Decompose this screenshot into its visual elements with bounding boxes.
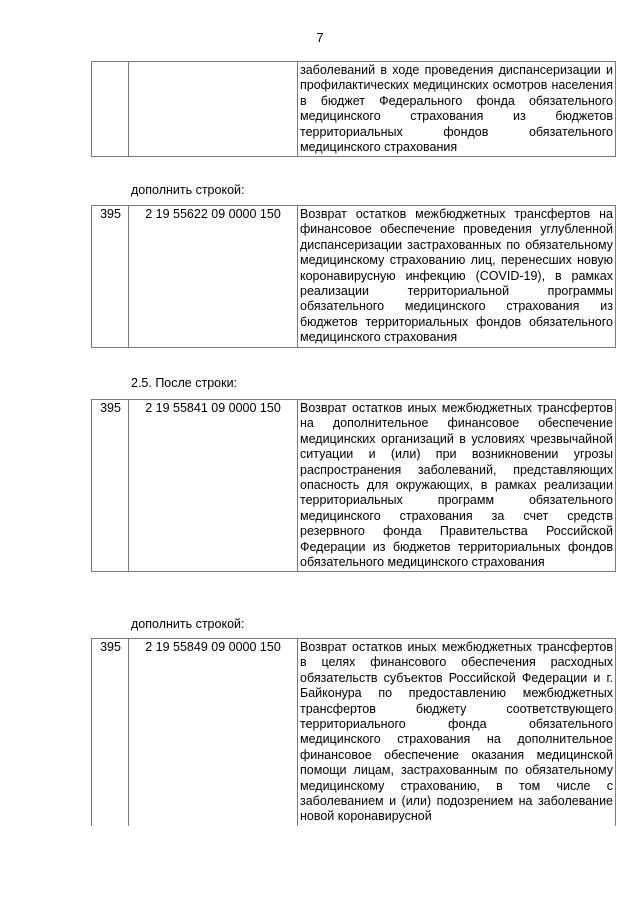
- kbk-code-cell: 2 19 55622 09 0000 150: [129, 206, 298, 348]
- description-cell: Возврат остатков межбюджетных трансфертов на финансовое обеспечение проведения углубленной диспансеризации застрахованных по обязательному медицинскому страхованию лиц, перенесших новую коронавирусную инфекцию (COVID-19), в рамках реализации территориальной программы обязательного медицинского страхования из бюджетов территориальных фондов обязательного медицинского страхования: [298, 206, 616, 348]
- table-row: [92, 639, 616, 826]
- table-row-55841: [91, 399, 616, 572]
- instruction-add-row: дополнить строкой:: [131, 617, 245, 631]
- kbk-code-cell: [129, 62, 298, 157]
- table-new-row-55849: [91, 638, 616, 826]
- table-row: [92, 62, 616, 157]
- description-cell: заболеваний в ходе проведения диспансеризации и профилактических медицинских осмотров населения в бюджет Федерального фонда обязательного медицинского страхования из бюджетов территориальных фондов обязательного медицинского страхования: [298, 62, 616, 157]
- table-row: [92, 206, 616, 348]
- admin-code-cell: [92, 62, 129, 157]
- table-fragment-continued: [91, 61, 616, 157]
- table-row: [92, 400, 616, 572]
- admin-code-cell: 395: [92, 639, 129, 826]
- description-cell: Возврат остатков иных межбюджетных трансфертов в целях финансового обеспечения расходных обязательств субъектов Российской Федерации и г. Байконура по предоставлению межбюджетных трансфертов бюджету соответствующего территориального фонда обязательного медицинского страхования на дополнительное финансовое обеспечение оказания медицинской помощи лицам, застрахованным по обязательному медицинскому страхованию, в том числе с заболеванием и (или) подозрением на заболевание новой коронавирусной: [298, 639, 616, 826]
- instruction-add-row: дополнить строкой:: [131, 183, 245, 197]
- instruction-after-row: 2.5. После строки:: [131, 376, 238, 390]
- kbk-code-cell: 2 19 55841 09 0000 150: [129, 400, 298, 572]
- admin-code-cell: 395: [92, 400, 129, 572]
- description-cell: Возврат остатков иных межбюджетных трансфертов на дополнительное финансовое обеспечение медицинских организаций в условиях чрезвычайной ситуации и (или) при возникновении угрозы распространения заболеваний, представляющих опасность для окружающих, в рамках реализации территориальных программ обязательного медицинского страхования за счет средств резервного фонда Правительства Российской Федерации из бюджетов территориальных фондов обязательного медицинского страхования: [298, 400, 616, 572]
- admin-code-cell: 395: [92, 206, 129, 348]
- kbk-code-cell: 2 19 55849 09 0000 150: [129, 639, 298, 826]
- table-new-row-55622: [91, 205, 616, 348]
- page-number: 7: [316, 30, 324, 45]
